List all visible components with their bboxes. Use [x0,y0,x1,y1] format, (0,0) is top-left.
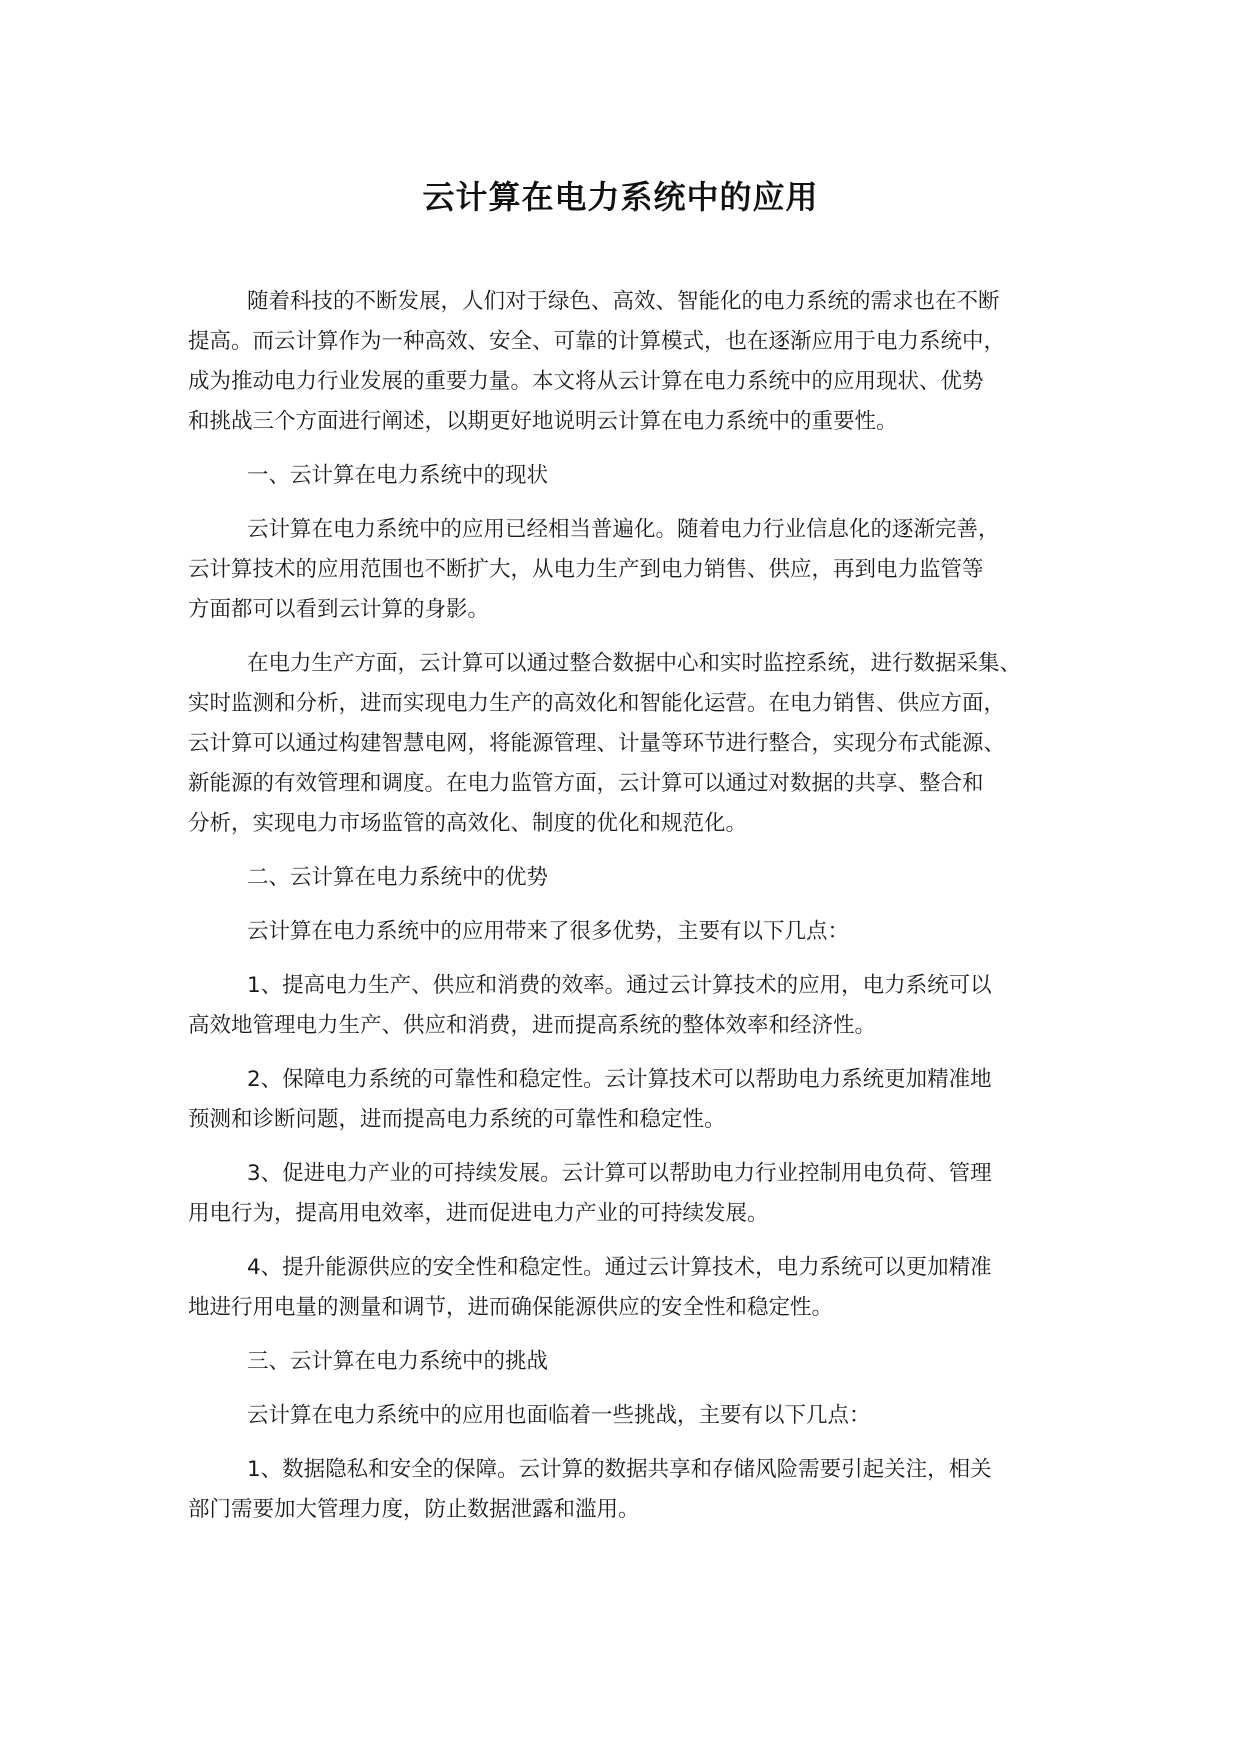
paragraph-line: 云计算技术的应用范围也不断扩大，从电力生产到电力销售、供应，再到电力监管等 [188,557,984,582]
paragraph-line: 1、数据隐私和安全的保障。云计算的数据共享和存储风险需要引起关注，相关 [247,1457,992,1482]
paragraph-line: 云计算可以通过构建智慧电网，将能源管理、计量等环节进行整合，实现分布式能源、 [188,731,1006,756]
paragraph-line: 1、提高电力生产、供应和消费的效率。通过云计算技术的应用，电力系统可以 [247,973,992,998]
paragraph-line: 预测和诊断问题，进而提高电力系统的可靠性和稳定性。 [188,1107,726,1132]
paragraph-line: 3、促进电力产业的可持续发展。云计算可以帮助电力行业控制用电负荷、管理 [247,1161,992,1186]
paragraph-line: 方面都可以看到云计算的身影。 [188,597,490,622]
paragraph [188,912,1058,952]
paragraph-line: 分析，实现电力市场监管的高效化、制度的优化和规范化。 [188,811,748,836]
paragraph-line: 云计算在电力系统中的应用带来了很多优势，主要有以下几点： [247,919,850,944]
paragraph-line: 部门需要加大管理力度，防止数据泄露和滥用。 [188,1497,640,1522]
paragraph [188,456,1058,496]
document-title: 云计算在电力系统中的应用 [422,178,819,216]
paragraph-line: 提高。而云计算作为一种高效、安全、可靠的计算模式，也在逐渐应用于电力系统中， [188,329,1006,354]
paragraph-line: 成为推动电力行业发展的重要力量。本文将从云计算在电力系统中的应用现状、优势 [188,369,984,394]
paragraph-line: 和挑战三个方面进行阐述，以期更好地说明云计算在电力系统中的重要性。 [188,409,898,434]
paragraph [188,282,1058,442]
paragraph-line: 4、提升能源供应的安全性和稳定性。通过云计算技术，电力系统可以更加精准 [247,1255,992,1280]
paragraph [188,1396,1058,1436]
paragraph-line: 随着科技的不断发展，人们对于绿色、高效、智能化的电力系统的需求也在不断 [247,289,1000,314]
paragraph-line: 三、云计算在电力系统中的挑战 [247,1349,549,1374]
document-body [188,282,1058,1544]
paragraph-line: 实时监测和分析，进而实现电力生产的高效化和智能化运营。在电力销售、供应方面， [188,691,1006,716]
paragraph-line: 地进行用电量的测量和调节，进而确保能源供应的安全性和稳定性。 [188,1295,834,1320]
paragraph-line: 一、云计算在电力系统中的现状 [247,463,549,488]
paragraph-line: 二、云计算在电力系统中的优势 [247,865,549,890]
paragraph [188,966,1058,1046]
paragraph-line: 在电力生产方面，云计算可以通过整合数据中心和实时监控系统，进行数据采集、 [247,651,1022,676]
paragraph-line: 高效地管理电力生产、供应和消费，进而提高系统的整体效率和经济性。 [188,1013,877,1038]
paragraph-line: 新能源的有效管理和调度。在电力监管方面，云计算可以通过对数据的共享、整合和 [188,771,984,796]
paragraph [188,1060,1058,1140]
paragraph [188,1342,1058,1382]
paragraph [188,858,1058,898]
paragraph-line: 用电行为，提高用电效率，进而促进电力产业的可持续发展。 [188,1201,769,1226]
paragraph [188,1154,1058,1234]
paragraph-line: 云计算在电力系统中的应用已经相当普遍化。随着电力行业信息化的逐渐完善， [247,517,1000,542]
paragraph [188,1450,1058,1530]
paragraph-line: 云计算在电力系统中的应用也面临着一些挑战，主要有以下几点： [247,1403,871,1428]
paragraph [188,644,1058,844]
paragraph [188,510,1058,630]
paragraph-line: 2、保障电力系统的可靠性和稳定性。云计算技术可以帮助电力系统更加精准地 [247,1067,992,1092]
paragraph [188,1248,1058,1328]
